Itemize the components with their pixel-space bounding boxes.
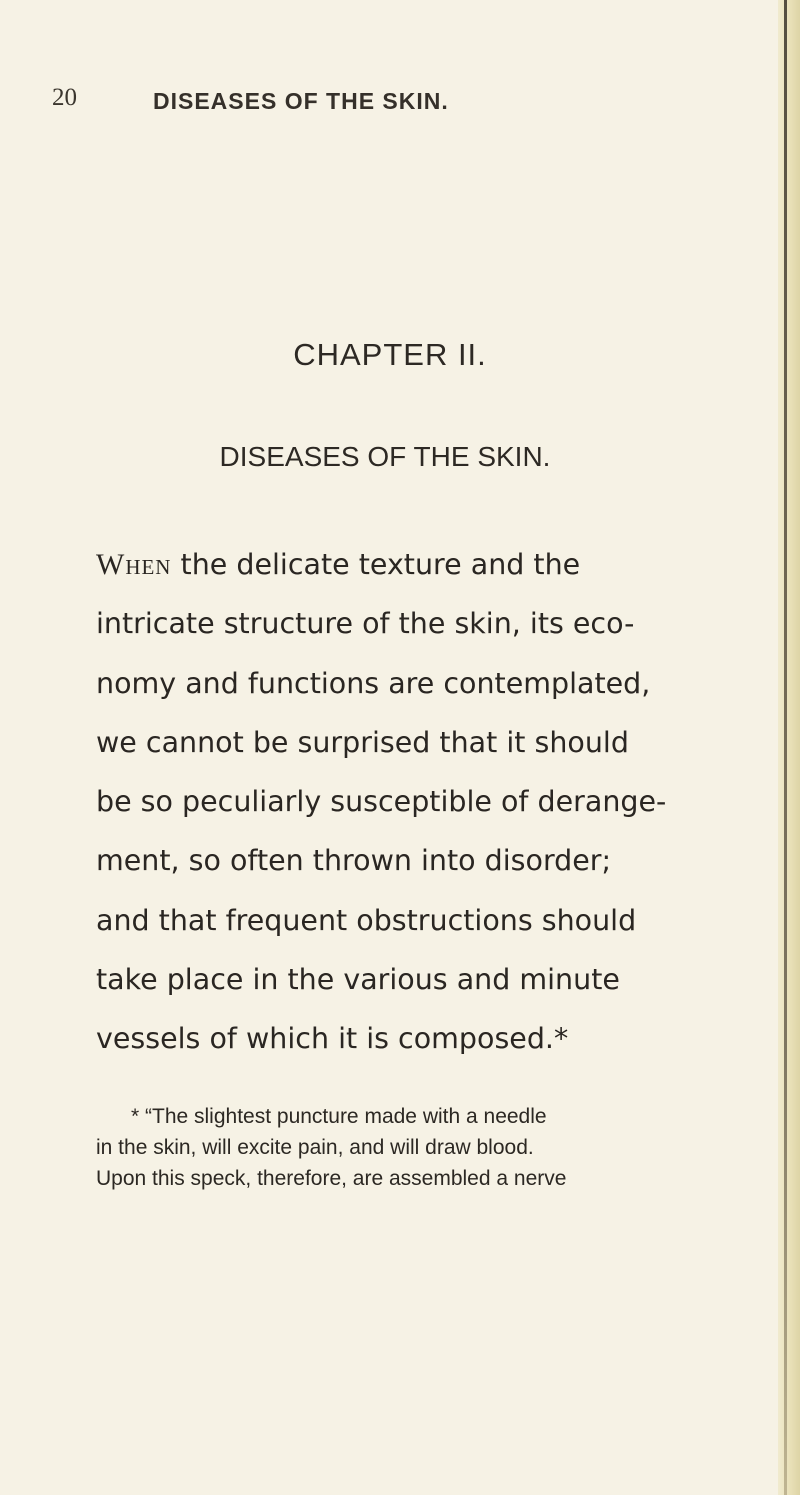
body-line: ment, so often thrown into disorder;	[96, 844, 612, 878]
page-edge-binding	[778, 0, 800, 1495]
footnote	[96, 1101, 730, 1194]
body-line: take place in the various and minute	[96, 963, 620, 997]
body-line-text: the delicate texture and the	[171, 548, 581, 581]
footnote-line: Upon this speck, therefore, are assembled a nerve	[96, 1167, 567, 1190]
lead-word: When	[96, 548, 172, 581]
body-line: intricate structure of the skin, its eco-	[96, 607, 635, 641]
section-title: DISEASES OF THE SKIN.	[219, 441, 551, 472]
body-line: we cannot be surprised that it should	[96, 725, 629, 759]
body-line: be so peculiarly susceptible of derange-	[96, 785, 667, 819]
body-paragraph	[96, 547, 730, 1069]
page-edge-shadow	[784, 0, 787, 1495]
page-number: 20	[52, 84, 77, 111]
running-head: DISEASES OF THE SKIN.	[153, 88, 449, 114]
body-line: and that frequent obstructions should	[96, 903, 637, 937]
footnote-line: in the skin, will excite pain, and will draw blood.	[96, 1136, 534, 1159]
footnote-line: * “The slightest puncture made with a needle	[131, 1105, 547, 1128]
body-line: vessels of which it is composed.*	[96, 1022, 569, 1056]
body-line	[96, 535, 730, 594]
body-line: nomy and functions are contemplated,	[96, 666, 651, 700]
chapter-title: CHAPTER II.	[293, 337, 487, 372]
